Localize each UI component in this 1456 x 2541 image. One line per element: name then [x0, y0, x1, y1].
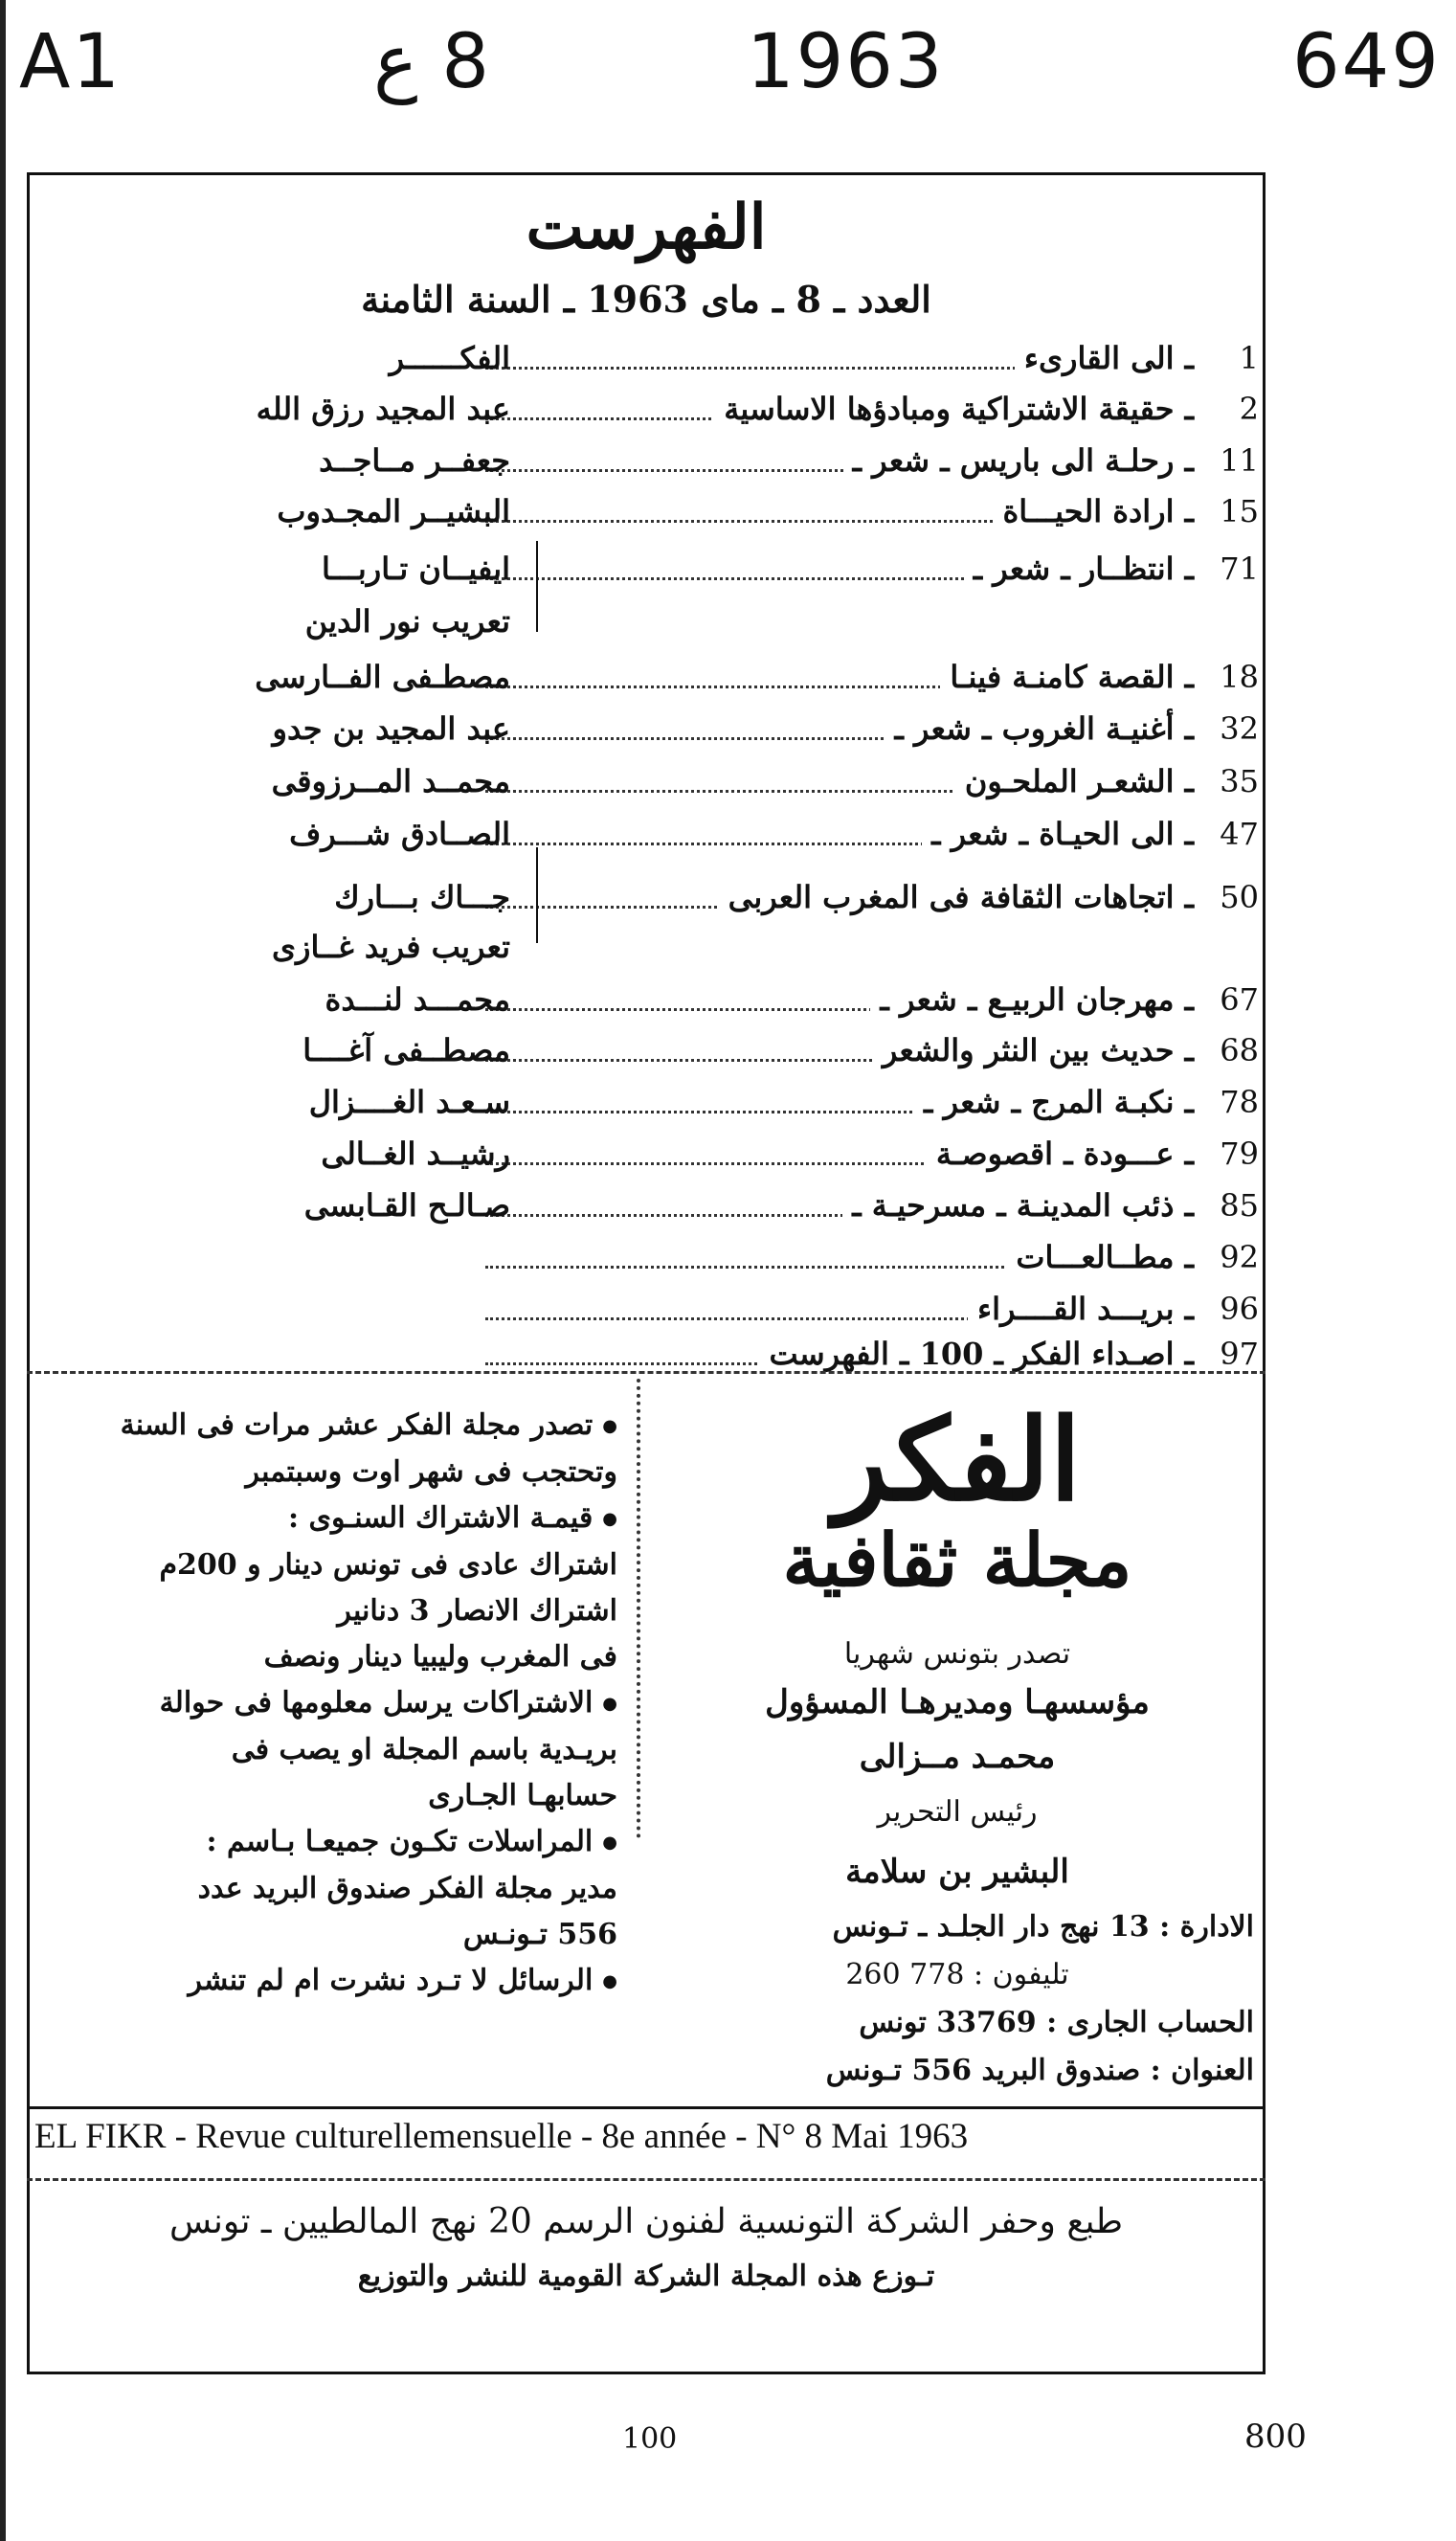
toc-entry-author: جـــاك بـــارك	[334, 879, 510, 915]
toc-issue-line: العدد ـ 8 ـ ماى 1963 ـ السنة الثامنة	[361, 278, 931, 321]
founder-label: مؤسسهـا ومديرهـا المسؤول	[765, 1683, 1150, 1721]
toc-entry-author: ايفيــان تـاربـــا	[321, 551, 510, 587]
toc-entry-title: ـ الى الحيـاة ـ شعر ـ	[922, 816, 1194, 852]
toc-entry-title: ـ أغنيـة الغروب ـ شعر ـ	[885, 710, 1194, 747]
subscription-line: 556 تـونـس	[462, 1918, 617, 1951]
toc-entry-author: البشيــر المجـدوب	[277, 493, 510, 529]
toc-page-number: 79	[1220, 1136, 1259, 1172]
printer-line: طبع وحفر الشركة التونسية لفنون الرسم 20 نهج المالطيين ـ تونس	[168, 2202, 1124, 2241]
toc-entry-title: ـ حقيقة الاشتراكية ومبادؤها الاساسية	[714, 391, 1194, 427]
toc-entry-title: ـ مطــالعـــات	[1006, 1239, 1194, 1275]
toc-page-number: 97	[1220, 1336, 1259, 1372]
subscription-line: بريـدية باسم المجلة او يصب فى	[231, 1733, 617, 1766]
subscription-line: فى المغرب وليبيا دينار ونصف	[263, 1640, 617, 1674]
admin-address: الادارة : 13 نهج دار الجلـد ـ تـونس	[832, 1910, 1254, 1944]
toc-entry-title: ـ اصـداء الفكر ـ 100 ـ الفهرست	[759, 1336, 1194, 1372]
phone-line: تليفون : 778 260	[845, 1958, 1069, 1991]
toc-page-number: 50	[1220, 879, 1259, 915]
subscription-line: ● الرسائل لا تـرد نشرت ام لم تنشر	[57, 1958, 617, 2005]
subscription-line: اشتراك عادى فى تونس دينار و 200م	[159, 1548, 617, 1582]
toc-entry-author: مصطـفى الفــارسى	[255, 659, 510, 695]
toc-entry-author: الصــادق شـــرف	[289, 816, 510, 852]
page-number-left: 100	[622, 2422, 678, 2456]
distributor-line: تـوزع هذه المجلة الشركة القومية للنشر والتوزيع	[357, 2260, 935, 2293]
toc-entry-author: الفكــــــر	[389, 340, 510, 376]
toc-page-number: 68	[1220, 1032, 1259, 1068]
toc-entry-title: ـ عـــودة ـ اقصوصـة	[927, 1136, 1194, 1172]
editor-label: رئيس التحرير	[877, 1795, 1038, 1829]
toc-entry-title: ـ انتظــار ـ شعر ـ	[964, 551, 1194, 587]
brace-intizar	[536, 541, 538, 632]
toc-page-number: 15	[1220, 493, 1259, 529]
footer-separator	[27, 2106, 1266, 2109]
footer-line: EL FIKR - Revue culturellemensuelle - 8e année - N° 8 Mai 1963	[34, 2117, 969, 2156]
toc-entry-author: مصطــفى آغــــا	[302, 1032, 510, 1068]
toc-entry-title: ـ حديث بين النثر والشعر	[873, 1032, 1194, 1068]
toc-page-number: 96	[1220, 1291, 1259, 1327]
toc-page-number: 85	[1220, 1187, 1259, 1224]
toc-page-number: 67	[1220, 981, 1259, 1018]
toc-entry-title: ـ القصة كامنـة فينـا	[940, 659, 1194, 695]
toc-page-number: 32	[1220, 710, 1259, 747]
toc-page-number: 1	[1239, 340, 1259, 376]
toc-entry-author: تعريب فريد غــازى	[272, 929, 510, 965]
toc-page-number: 78	[1220, 1084, 1259, 1120]
toc-entry-title: ـ الى القارىء	[1015, 340, 1194, 376]
toc-entry-title: ـ اتجاهات الثقافة فى المغرب العربى	[719, 879, 1194, 915]
toc-entry-author: جعفــر مــاجــد	[319, 442, 510, 479]
subscription-line: حسابهـا الجـارى	[428, 1779, 617, 1812]
toc-page-number: 92	[1220, 1239, 1259, 1275]
editor-name: البشير بن سلامة	[845, 1853, 1069, 1891]
subscription-line: ● المراسلات تكـون جميعـا بـاسم :	[57, 1819, 617, 1866]
toc-entry-author: عبد المجيد بن جدو	[272, 710, 510, 747]
toc-entry-title: ـ مهرجان الربيـع ـ شعر ـ	[870, 981, 1194, 1018]
toc-entry-author: رشيــد الغــالى	[321, 1136, 510, 1172]
magazine-name: الفكر	[833, 1393, 1082, 1526]
toc-page-number: 18	[1220, 659, 1259, 695]
magazine-subtitle: مجلة ثقافية	[782, 1518, 1132, 1603]
founder-name: محمـد مــزالى	[859, 1738, 1056, 1776]
subscription-line: ● الاشتراكات يرسل معلومها فى حوالة	[57, 1680, 617, 1727]
binding-edge	[0, 0, 6, 2541]
frequency-line: تصدر بتونس شهريا	[843, 1637, 1071, 1671]
toc-entry-title: ـ الشعـر الملحـون	[955, 763, 1194, 799]
toc-entry-author: صـالـح القـابسى	[303, 1187, 510, 1224]
account-line: الحساب الجارى : 33769 تونس	[859, 2006, 1254, 2039]
subscription-line: وتحتجب فى شهر اوت وسبتمبر	[245, 1455, 617, 1489]
toc-entry-title: ـ رحلـة الى باريس ـ شعر ـ	[843, 442, 1194, 479]
toc-page-number: 2	[1239, 391, 1259, 427]
toc-page-number: 47	[1220, 816, 1259, 852]
subscription-line: اشتراك الانصار 3 دنانير	[337, 1594, 617, 1628]
toc-entry-title: ـ ذئب المدينـة ـ مسرحيـة ـ	[842, 1187, 1194, 1224]
toc-page-number: 11	[1220, 442, 1259, 479]
printer-separator	[27, 2178, 1266, 2181]
handwritten-ref: A1	[19, 19, 122, 105]
toc-separator	[27, 1371, 1266, 1374]
toc-entry-author: سـعـد الغــــزال	[308, 1084, 510, 1120]
column-separator	[637, 1379, 640, 1838]
toc-entry-author: محمـــد لنـــدة	[325, 981, 510, 1018]
toc-entry-title: ـ ارادة الحيـــاة	[994, 493, 1195, 529]
postal-line: العنوان : صندوق البريد 556 تـونس	[825, 2054, 1254, 2087]
toc-page-number: 71	[1220, 551, 1259, 587]
subscription-info	[57, 1403, 617, 2005]
toc-entry-author: محمــد المــرزوقى	[271, 763, 510, 799]
page-number-right: 800	[1244, 2417, 1307, 2456]
toc-entry-title: ـ بريـــد القــــراء	[968, 1291, 1194, 1327]
subscription-line: ● قيمـة الاشتراك السنـوى :	[57, 1495, 617, 1542]
handwritten-year: 1963	[747, 19, 945, 105]
subscription-line: مدير مجلة الفكر صندوق البريد عدد	[197, 1872, 617, 1905]
handwritten-number: 649	[1292, 19, 1441, 105]
brace-ittijahat	[536, 847, 538, 943]
toc-entry-author: عبد المجيد رزق الله	[256, 391, 510, 427]
toc-title: الفهرست	[526, 191, 767, 263]
handwritten-issue-mark: 8 ع	[373, 19, 489, 105]
toc-page-number: 35	[1220, 763, 1259, 799]
subscription-line: ● تصدر مجلة الفكر عشر مرات فى السنة	[57, 1403, 617, 1450]
toc-entry-author: تعريب نور الدين	[304, 603, 510, 640]
toc-entry-title: ـ نكبـة المرج ـ شعر ـ	[914, 1084, 1194, 1120]
